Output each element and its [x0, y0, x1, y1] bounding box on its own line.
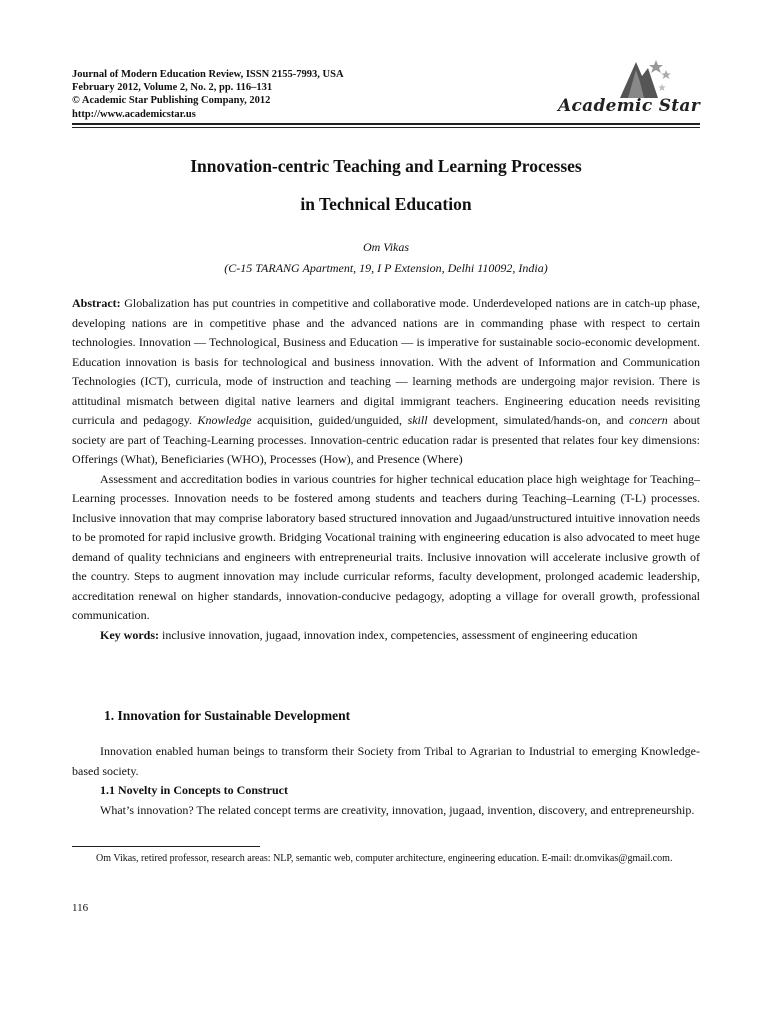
- abstract-text: Globalization has put countries in competitive and collaborative mode. Underdeveloped nations are in catch-up phase, developing nations are in competitive phase and the advanced nations are in commanding phase with respect to certain technologies. Innovation — Technological, Business and Education — is imperative for sustainable socio-economic development. Education innovation is basis for technological and business innovation. With the advent of Information and Communication Technologies (ICT), curricula, mode of instruction and teaching — learning methods are undergoing major revision. There is attitudinal mismatch between digital native learners and digital immigrant teachers. Engineering education needs revisiting curricula and pedagogy.: [72, 296, 700, 427]
- abstract: [72, 294, 700, 645]
- publisher-logo-text: Academic Star: [558, 96, 700, 116]
- author-name: Om Vikas: [362, 240, 410, 254]
- subsection-heading: 1.1 Novelty in Concepts to Construct: [100, 783, 288, 797]
- abstract-emphasis-knowledge: Knowledge: [197, 413, 252, 427]
- header-divider: [72, 123, 700, 125]
- journal-header: [72, 68, 700, 124]
- page-number: 116: [72, 902, 89, 914]
- section-paragraph-1: Innovation enabled human beings to transform their Society from Tribal to Agrarian to Industrial to emerging Knowledge-based society.: [72, 744, 700, 778]
- header-divider-thin: [72, 127, 700, 128]
- website-line: http://www.academicstar.us: [72, 108, 196, 120]
- journal-line: Journal of Modern Education Review, ISSN 2155-7993, USA: [72, 69, 344, 80]
- section-paragraph-2: What’s innovation? The related concept terms are creativity, innovation, jugaad, invention, discovery, and entrepreneurship.: [100, 802, 695, 817]
- journal-info: [72, 68, 344, 121]
- abstract-text: about society are part of Teaching-Learning processes. Innovation-centric education radar is presented that relates four key dimensions: Offerings (What), Beneficiaries (WHO), Processes (How), and Presence (Where): [72, 413, 701, 466]
- footnote-text: Om Vikas, retired professor, research areas: NLP, semantic web, computer architecture, engineering education. E-mail: dr.omvikas@gmail.com.: [96, 853, 673, 864]
- issue-line: February 2012, Volume 2, No. 2, pp. 116–131: [72, 82, 273, 94]
- abstract-emphasis-concern: concern: [629, 413, 668, 427]
- abstract-emphasis-skill: skill: [407, 413, 428, 427]
- footnote: [72, 852, 700, 866]
- abstract-paragraph-1: [72, 294, 700, 470]
- keywords: [72, 626, 700, 646]
- section-body: [72, 742, 700, 820]
- keywords-label: Key words:: [100, 627, 159, 642]
- author-affiliation: (C-15 TARANG Apartment, 19, I P Extension, Delhi 110092, India): [224, 261, 548, 275]
- section-heading: 1. Innovation for Sustainable Development: [104, 708, 351, 723]
- abstract-label: Abstract:: [72, 296, 121, 310]
- copyright-line: © Academic Star Publishing Company, 2012: [72, 95, 271, 107]
- abstract-text: development, simulated/hands-on, and: [427, 413, 630, 427]
- paper-title-line2: in Technical Education: [300, 194, 472, 214]
- keywords-text: inclusive innovation, jugaad, innovation index, competencies, assessment of engineering education: [159, 627, 638, 642]
- footnote-divider: [72, 846, 260, 847]
- abstract-text: acquisition, guided/unguided,: [251, 413, 408, 427]
- abstract-paragraph-2: Assessment and accreditation bodies in various countries for higher technical education place high weightage for Teaching–Learning processes. Innovation needs to be fostered among students and teachers during Teaching–Learning (T-L) processes. Inclusive innovation that may comprise laboratory based structured innovation and Jugaad/unstructured intuitive innovation needs to be promoted for rapid inclusive growth. Bridging Vocational training with engineering education is also advocated to meet huge demand of quality technicians and engineers with entrepreneurial traits. Inclusive innovation will accelerate inclusive growth of the country. Steps to augment innovation may include curricular reforms, faculty development, prolonged academic leadership, accreditation renewal on higher standards, innovation-conducive pedagogy, adopting a village for overall growth, professional communication.: [72, 471, 700, 622]
- publisher-logo: [558, 56, 700, 120]
- mountain-star-icon: [618, 56, 674, 98]
- paper-title-line1: Innovation-centric Teaching and Learning Processes: [190, 156, 582, 176]
